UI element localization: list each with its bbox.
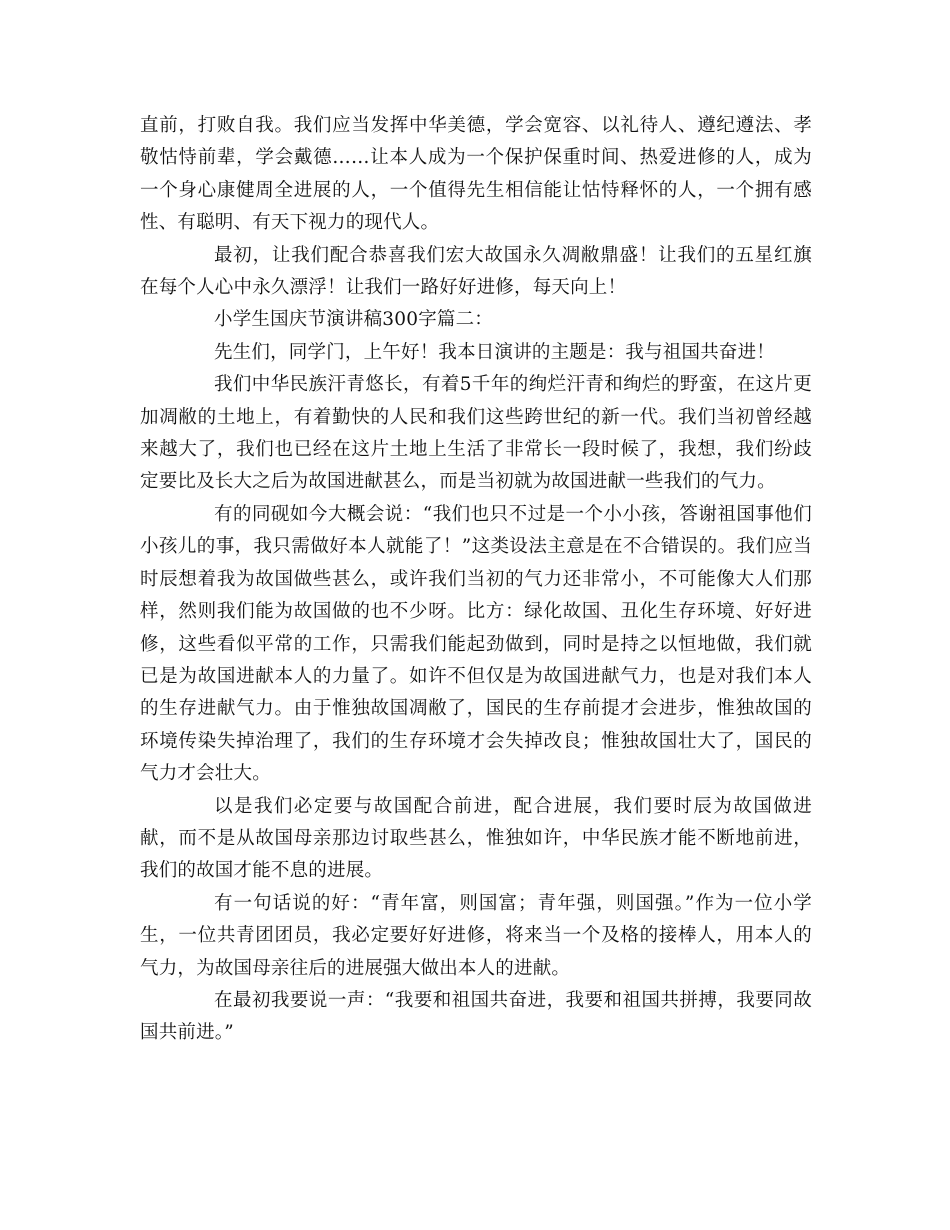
paragraph-contribution: 有的同砚如今大概会说：“我们也只不过是一个小小孩，答谢祖国事他们小孩儿的事，我只需做好本人就能了！”这类设法主意是在不合错误的。我们应当时辰想着我为故国做些甚么，或许我们当初的气力还非常小，不可能像大人们那样，然则我们能为故国做的也不少呀。比方：绿化故国、丑化生存环境、好好进修，这些看似平常的工作，只需我们能起劲做到，同时是持之以恒地做，我们就已是为故国进献本人的力量了。如许不但仅是为故国进献气力，也是对我们本人的生存进献气力。由于惟独故国凋敝了，国民的生存前提才会进步，惟独故国的环境传染失掉治理了，我们的生存环境才会失掉改良；惟独故国壮大了，国民的气力才会壮大。 (140, 503, 812, 785)
section-heading: 小学生国庆节演讲稿300字篇二： (214, 309, 494, 331)
paragraph-youth-quote: 有一句话说的好：“青年富，则国富；青年强，则国强。”作为一位小学生，一位共青团团员，我必定要好好进修，将来当一个及格的接棒人，用本人的气力，为故国母亲往后的进展强大做出本人的进献。 (140, 892, 812, 979)
paragraph-greeting: 先生们，同学门，上午好！我本日演讲的主题是：我与祖国共奋进！ (214, 341, 776, 363)
document-body (140, 110, 812, 1050)
paragraph-history: 我们中华民族汗青悠长，有着5千年的绚烂汗青和绚烂的野蛮，在这片更加凋敝的土地上，有着勤快的人民和我们这些跨世纪的新一代。我们当初曾经越来越大了，我们也已经在这片土地上生活了非常长一段时候了，我想，我们纷歧定要比及长大之后为故国进献甚么，而是当初就为故国进献一些我们的气力。 (140, 374, 812, 493)
paragraph-final-words: 在最初我要说一声：“我要和祖国共奋进，我要和祖国共拼搏，我要同故国共前进。” (140, 989, 812, 1044)
paragraph-continuation: 直前，打败自我。我们应当发挥中华美德，学会宽容、以礼待人、遵纪遵法、孝敬怙恃前辈，学会戴德……让本人成为一个保护保重时间、热爱进修的人，成为一个身心康健周全进展的人，一个值得先生相信能让怙恃释怀的人，一个拥有感性、有聪明、有天下视力的现代人。 (140, 115, 812, 234)
paragraph-closing-wishes: 最初，让我们配合恭喜我们宏大故国永久凋敝鼎盛！让我们的五星红旗在每个人心中永久漂浮！让我们一路好好进修，每天向上！ (140, 244, 812, 299)
paragraph-progress: 以是我们必定要与故国配合前进，配合进展，我们要时辰为故国做进献，而不是从故国母亲那边讨取些甚么，惟独如许，中华民族才能不断地前进，我们的故国才能不息的进展。 (140, 795, 812, 882)
